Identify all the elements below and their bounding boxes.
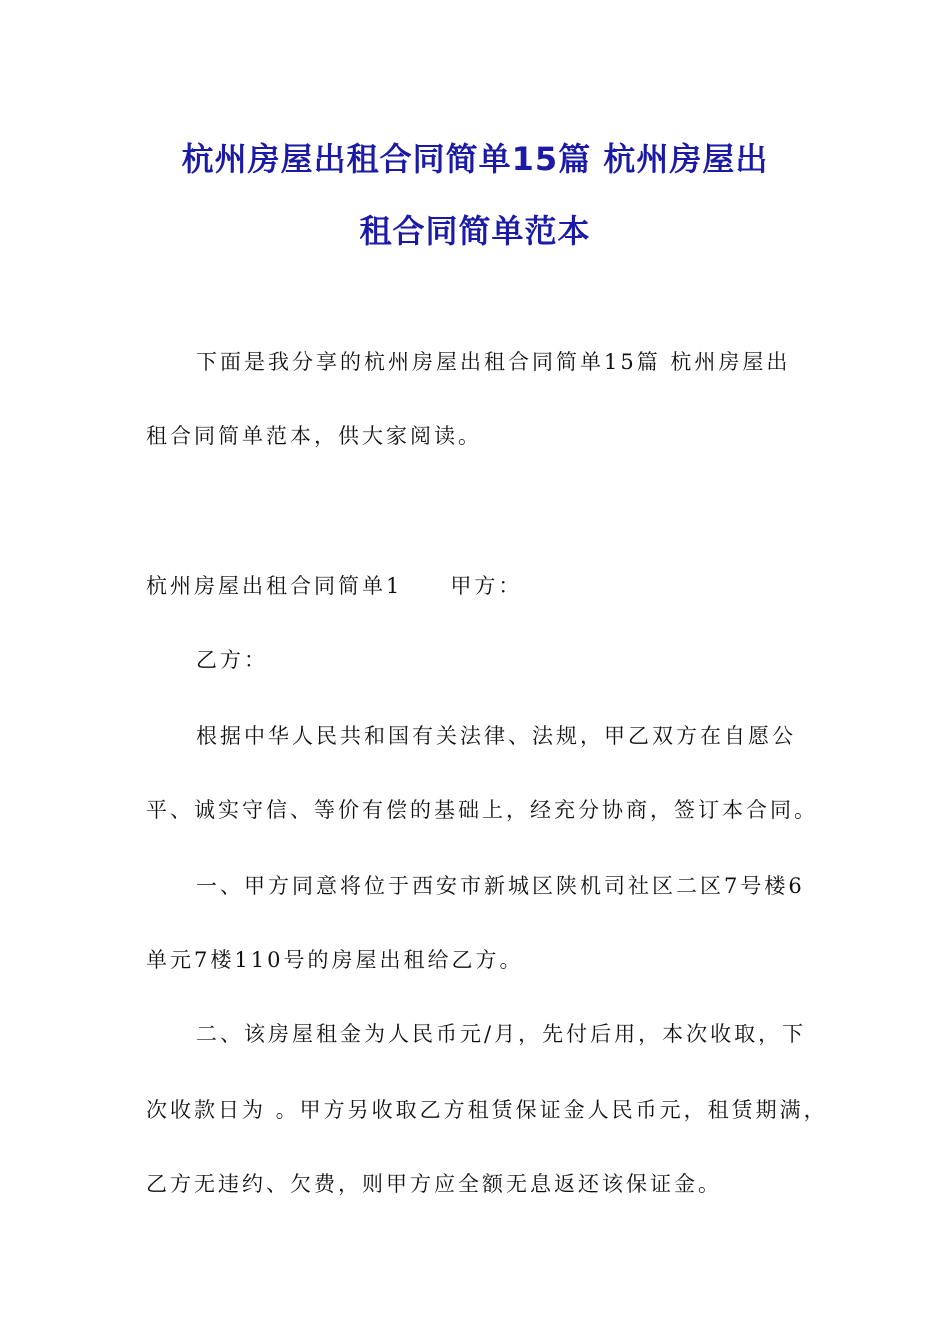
document-title-line-2: 租合同简单范本 — [359, 212, 591, 250]
intro-line-1: 下面是我分享的杭州房屋出租合同简单15篇 杭州房屋出 — [196, 350, 791, 374]
paragraph-3-line-2: 次收款日为 。甲方另收取乙方租赁保证金人民币元，租赁期满， — [146, 1098, 828, 1122]
paragraph-2-line-2: 单元7楼110号的房屋出租给乙方。 — [146, 948, 524, 972]
paragraph-3-line-1: 二、该房屋租金为人民币元/月，先付后用，本次收取，下 — [196, 1022, 807, 1046]
party-b-label: 乙方： — [196, 648, 268, 672]
paragraph-1-line-1: 根据中华人民共和国有关法律、法规，甲乙双方在自愿公 — [196, 724, 796, 748]
intro-line-2: 租合同简单范本，供大家阅读。 — [146, 424, 482, 448]
paragraph-1-line-2: 平、诚实守信、等价有偿的基础上，经充分协商，签订本合同。 — [146, 798, 818, 822]
document-title-line-1: 杭州房屋出租合同简单15篇 杭州房屋出 — [181, 140, 769, 178]
contract-heading: 杭州房屋出租合同简单1 甲方： — [146, 574, 523, 598]
paragraph-3-line-3: 乙方无违约、欠费，则甲方应全额无息返还该保证金。 — [146, 1172, 722, 1196]
paragraph-2-line-1: 一、甲方同意将位于西安市新城区陕机司社区二区7号楼6 — [196, 874, 805, 898]
